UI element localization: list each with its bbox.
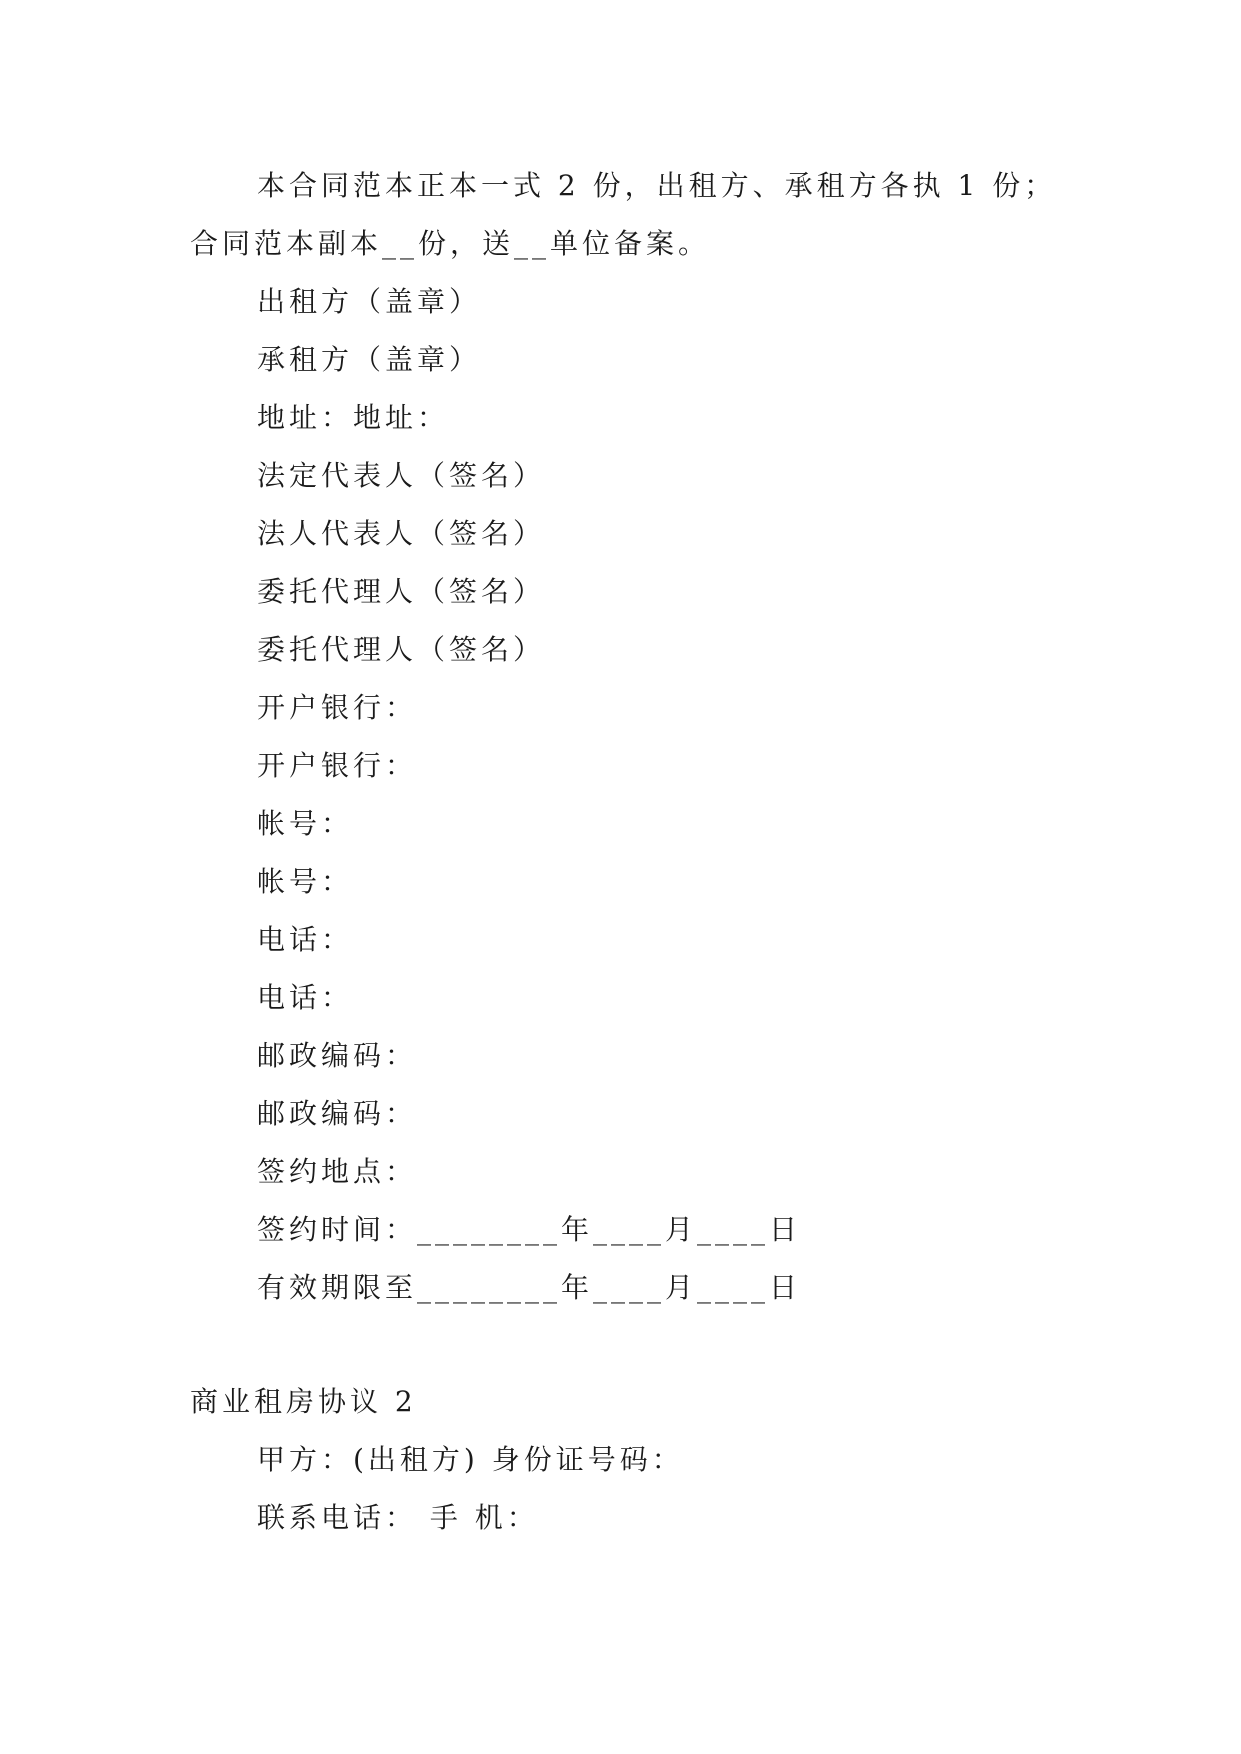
field-agent-2: 委托代理人（签名）: [257, 633, 546, 666]
intro-line-1: 本合同范本正本一式 2 份，出租方、承租方各执 1 份；: [257, 169, 1057, 202]
section2-party-a: 甲方：(出租方) 身份证号码：: [257, 1443, 684, 1476]
section2-contact-phone: 联系电话： 手 机：: [257, 1501, 539, 1534]
field-corporate-representative: 法人代表人（签名）: [257, 517, 546, 550]
field-account-1: 帐号：: [257, 807, 354, 840]
section2-title: 商业租房协议 2: [190, 1385, 417, 1418]
field-validity-period: 有效期限至________年____月____日: [257, 1271, 802, 1304]
field-lessee-seal: 承租方（盖章）: [257, 343, 482, 376]
field-legal-representative: 法定代表人（签名）: [257, 459, 546, 492]
field-lessor-seal: 出租方（盖章）: [257, 285, 482, 318]
field-phone-2: 电话：: [257, 981, 354, 1014]
field-signing-date: 签约时间：________年____月____日: [257, 1213, 802, 1246]
field-bank-2: 开户银行：: [257, 749, 418, 782]
field-account-2: 帐号：: [257, 865, 354, 898]
field-signing-place: 签约地点：: [257, 1155, 418, 1188]
field-address: 地址：地址：: [257, 401, 450, 434]
field-bank-1: 开户银行：: [257, 691, 418, 724]
field-postcode-2: 邮政编码：: [257, 1097, 418, 1130]
field-phone-1: 电话：: [257, 923, 354, 956]
field-postcode-1: 邮政编码：: [257, 1039, 418, 1072]
intro-line-2: 合同范本副本__份，送__单位备案。: [190, 227, 711, 260]
field-agent-1: 委托代理人（签名）: [257, 575, 546, 608]
